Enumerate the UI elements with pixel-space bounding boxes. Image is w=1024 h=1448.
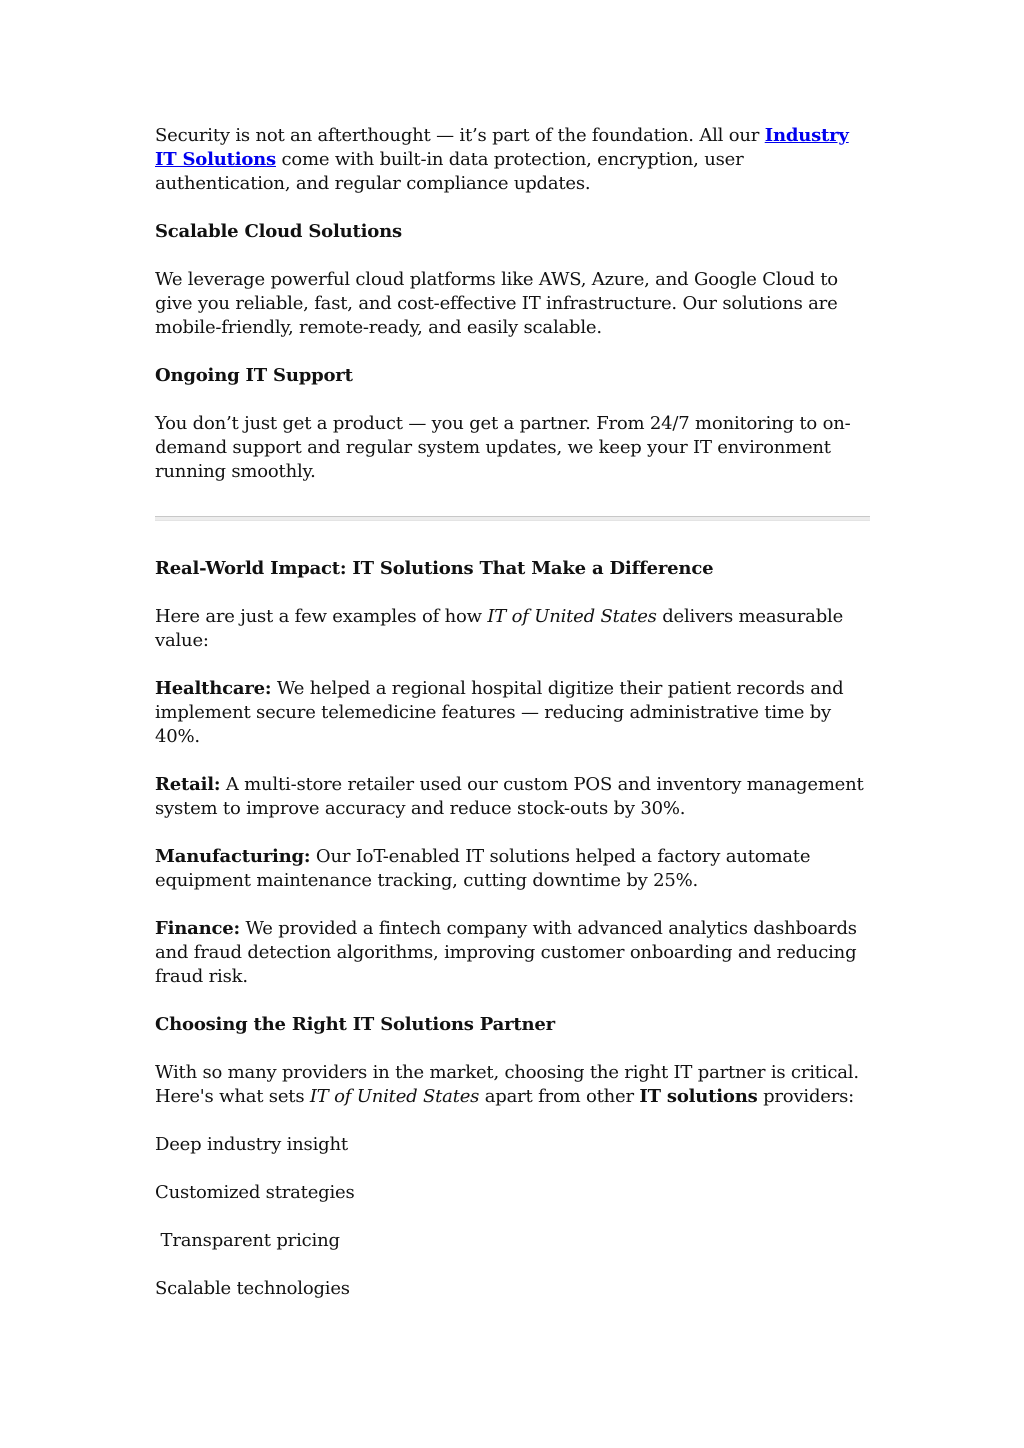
cloud-paragraph: We leverage powerful cloud platforms like AWS, Azure, and Google Cloud to give you reliable, fast, and cost-effective IT infrastructure. Our solutions are mobile-friendly, remote-ready, and easily scalable. — [155, 269, 838, 338]
support-paragraph: You don’t just get a product — you get a partner. From 24/7 monitoring to on-demand support and regular system updates, we keep your IT environment running smoothly. — [155, 413, 851, 482]
impact-intro-start: Here are just a few examples of how — [155, 606, 488, 627]
security-text-end: come with built-in data protection, encryption, user authentication, and regular compliance updates. — [155, 149, 744, 194]
case-label: Manufacturing: — [155, 846, 311, 867]
case-retail — [155, 773, 875, 821]
company-name-emphasis: IT of United States — [309, 1086, 480, 1107]
security-text-start: Security is not an afterthought — it’s part of the foundation. All our — [155, 125, 765, 146]
support-heading: Ongoing IT Support — [155, 365, 353, 386]
document-page — [155, 124, 875, 1325]
case-label: Finance: — [155, 918, 240, 939]
case-label: Retail: — [155, 774, 221, 795]
partner-heading: Choosing the Right IT Solutions Partner — [155, 1014, 555, 1035]
partner-intro-mid: apart from other — [479, 1086, 640, 1107]
case-label: Healthcare: — [155, 678, 272, 699]
case-text: Our IoT-enabled IT solutions helped a factory automate equipment maintenance tracking, cutting downtime by 25%. — [155, 846, 811, 891]
partner-point: Deep industry insight — [155, 1134, 348, 1155]
cloud-heading: Scalable Cloud Solutions — [155, 221, 402, 242]
impact-heading: Real-World Impact: IT Solutions That Make a Difference — [155, 558, 714, 579]
partner-intro-end: providers: — [757, 1086, 855, 1107]
partner-point: Scalable technologies — [155, 1278, 350, 1299]
case-manufacturing — [155, 845, 875, 893]
case-text: We helped a regional hospital digitize their patient records and implement secure telemedicine features — reducing administrative time by 40%. — [155, 678, 844, 747]
security-paragraph — [155, 124, 875, 196]
impact-intro — [155, 605, 875, 653]
case-text: We provided a fintech company with advanced analytics dashboards and fraud detection algorithms, improving customer onboarding and reducing fraud risk. — [155, 918, 857, 987]
case-finance — [155, 917, 875, 989]
industry-it-solutions-link[interactable]: Industry IT Solutions — [155, 125, 849, 170]
partner-intro-start: With so many providers in the market, choosing the right IT partner is critical. Here's what sets — [155, 1062, 859, 1107]
case-text: A multi-store retailer used our custom POS and inventory management system to improve accuracy and reduce stock-outs by 30%. — [155, 774, 864, 819]
partner-point: Customized strategies — [155, 1182, 355, 1203]
impact-intro-end: delivers measurable value: — [155, 606, 844, 651]
it-solutions-strong: IT solutions — [639, 1086, 758, 1107]
partner-point: Transparent pricing — [155, 1230, 340, 1251]
partner-intro — [155, 1061, 875, 1109]
horizontal-divider — [155, 516, 870, 521]
company-name-emphasis: IT of United States — [487, 606, 657, 627]
case-healthcare — [155, 677, 875, 749]
